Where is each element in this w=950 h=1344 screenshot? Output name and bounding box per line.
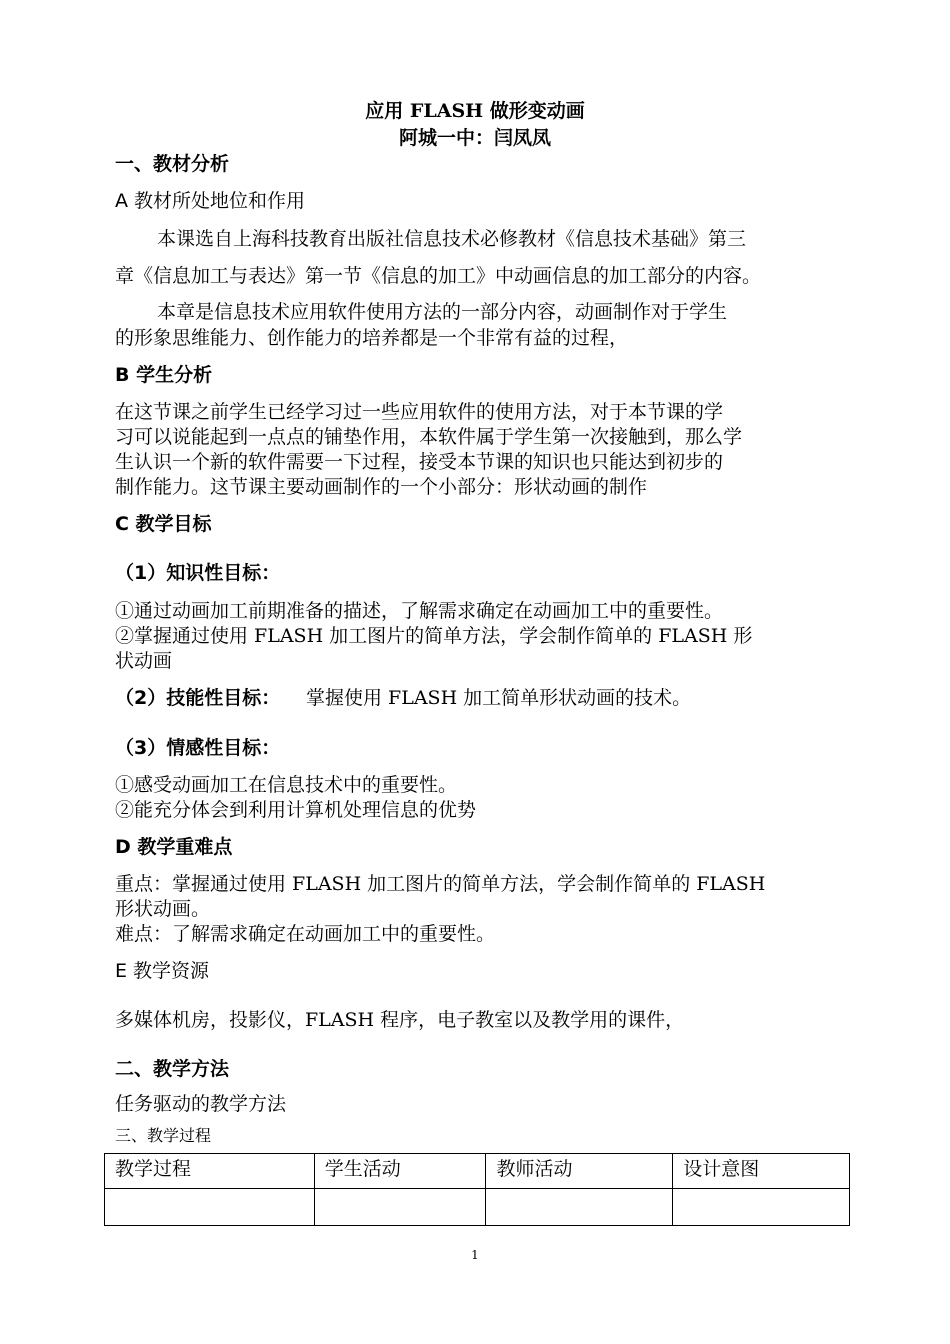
teaching-process-table: [104, 1153, 850, 1226]
e-text: 多媒体机房，投影仪，FLASH 程序，电子教室以及教学用的课件，: [115, 1009, 685, 1031]
table-cell: [314, 1189, 486, 1226]
c1-line3: 状动画: [115, 650, 173, 672]
table-header-cell: 教学过程: [105, 1154, 315, 1189]
c3-line2: ②能充分体会到利用计算机处理信息的优势: [115, 799, 477, 821]
table-cell: [105, 1189, 315, 1226]
subheading-e: E 教学资源: [115, 960, 210, 982]
c3-line1: ①感受动画加工在信息技术中的重要性。: [115, 774, 458, 796]
paragraph-a1-line1: 本课选自上海科技教育出版社信息技术必修教材《信息技术基础》第三: [157, 228, 747, 250]
c1-line2: ②掌握通过使用 FLASH 加工图片的简单方法，学会制作简单的 FLASH 形: [115, 625, 753, 647]
paragraph-b-line3: 生认识一个新的软件需要一下过程，接受本节课的知识也只能达到初步的: [115, 451, 724, 473]
page-number: 1: [471, 1248, 479, 1262]
section-heading-textbook-analysis: 一、教材分析: [115, 153, 230, 175]
d-line1: 重点：掌握通过使用 FLASH 加工图片的简单方法，学会制作简单的 FLASH: [115, 873, 766, 895]
table-cell: [486, 1189, 673, 1226]
paragraph-a1-line2: 章《信息加工与表达》第一节《信息的加工》中动画信息的加工部分的内容。: [115, 265, 762, 287]
table-cell: [673, 1189, 850, 1226]
section-heading-teaching-process: 三、教学过程: [115, 1126, 212, 1145]
table-header-cell: 设计意图: [673, 1154, 850, 1189]
paragraph-a2-line1: 本章是信息技术应用软件使用方法的一部分内容，动画制作对于学生: [157, 301, 728, 323]
paragraph-a2-line2: 的形象思维能力、创作能力的培养都是一个非常有益的过程，: [115, 327, 629, 349]
document-title: 应用 FLASH 做形变动画: [365, 100, 585, 122]
subheading-c3: （3）情感性目标：: [115, 737, 281, 759]
subheading-b: B 学生分析: [115, 364, 213, 386]
subheading-c: C 教学目标: [115, 513, 212, 535]
subheading-a: A 教材所处地位和作用: [115, 190, 306, 212]
paragraph-b-line2: 习可以说能起到一点点的铺垫作用，本软件属于学生第一次接触到，那么学: [115, 426, 743, 448]
subheading-d: D 教学重难点: [115, 836, 233, 858]
paragraph-b-line4: 制作能力。这节课主要动画制作的一个小部分：形状动画的制作: [115, 476, 648, 498]
table-header-cell: 学生活动: [314, 1154, 486, 1189]
d-line2: 形状动画。: [115, 898, 211, 920]
table-row: [105, 1189, 850, 1226]
c1-line1: ①通过动画加工前期准备的描述，了解需求确定在动画加工中的重要性。: [115, 600, 724, 622]
section-heading-teaching-method: 二、教学方法: [115, 1058, 230, 1080]
d-line3: 难点：了解需求确定在动画加工中的重要性。: [115, 923, 496, 945]
table-header-row: [105, 1154, 850, 1189]
document-author: 阿城一中：闫凤凤: [398, 127, 551, 149]
paragraph-b-line1: 在这节课之前学生已经学习过一些应用软件的使用方法，对于本节课的学: [115, 401, 724, 423]
table-header-cell: 教师活动: [486, 1154, 673, 1189]
subheading-c2: （2）技能性目标：: [115, 687, 281, 709]
teaching-method-text: 任务驱动的教学方法: [115, 1093, 287, 1115]
c2-text: 掌握使用 FLASH 加工简单形状动画的技术。: [306, 687, 692, 709]
subheading-c1: （1）知识性目标：: [115, 562, 281, 584]
